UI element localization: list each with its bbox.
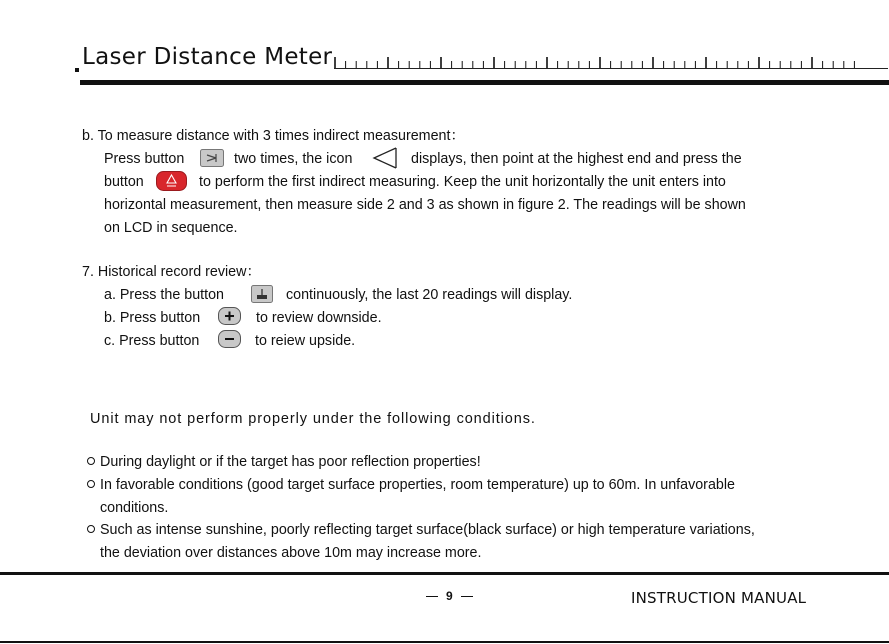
bullet-icon xyxy=(87,480,95,488)
minus-button-icon xyxy=(218,330,241,348)
section-7-a-post: continuously, the last 20 readings will display. xyxy=(286,287,573,303)
warning-heading: Unit may not perform properly under the following conditions. xyxy=(90,411,536,427)
section-b-line1-c: displays, then point at the highest end and press the xyxy=(411,151,742,167)
warning-bullet-2-line2: conditions. xyxy=(100,500,169,516)
page-number-block xyxy=(418,589,481,603)
section-7-b-post: to review downside. xyxy=(256,310,382,326)
warning-bullet-2-line1: In favorable conditions (good target surface properties, room temperature) up to 60m. In unfavorable xyxy=(100,477,735,493)
page-title: Laser Distance Meter xyxy=(82,44,333,70)
footer-rule xyxy=(0,572,889,575)
section-7-b-pre: b. Press button xyxy=(104,310,201,326)
header-thick-rule xyxy=(80,80,889,85)
page-number: 9 xyxy=(446,589,453,603)
section-7-c-post: to reiew upside. xyxy=(255,333,356,349)
warning-bullet-3-line1: Such as intense sunshine, poorly reflecting target surface(black surface) or high temperature variations, xyxy=(100,522,755,538)
header-thin-rule xyxy=(334,68,888,69)
dash-left xyxy=(426,596,438,597)
section-b-heading: b. To measure distance with 3 times indirect measurement： xyxy=(82,128,465,144)
warning-bullet-3-line2: the deviation over distances above 10m may increase more. xyxy=(100,545,482,561)
manual-label: INSTRUCTION MANUAL xyxy=(631,589,807,607)
section-7-a-pre: a. Press the button xyxy=(104,287,225,303)
footer-bottom-rule xyxy=(0,641,889,643)
function-button-icon xyxy=(200,149,224,167)
section-b-line2-a: button xyxy=(104,174,144,190)
title-marker xyxy=(75,68,79,72)
section-7-c-pre: c. Press button xyxy=(104,333,200,349)
bullet-icon xyxy=(87,525,95,533)
section-b-line3: horizontal measurement, then measure side 2 and 3 as shown in figure 2. The readings will be shown xyxy=(104,197,746,213)
bullet-icon xyxy=(87,457,95,465)
dash-right xyxy=(461,596,473,597)
indirect-triangle-icon xyxy=(372,146,398,170)
memory-button-icon xyxy=(251,285,273,303)
header-ruler xyxy=(334,54,864,68)
section-b-line2-b: to perform the first indirect measuring. Keep the unit horizontally the unit enters into xyxy=(199,174,726,190)
section-7-heading: 7. Historical record review： xyxy=(82,264,261,280)
warning-bullet-1: During daylight or if the target has poor reflection properties! xyxy=(100,454,481,470)
plus-button-icon xyxy=(218,307,241,325)
measure-button-icon xyxy=(156,171,187,191)
section-b-line4: on LCD in sequence. xyxy=(104,220,238,236)
section-b-line1-a: Press button xyxy=(104,151,185,167)
section-b-line1-b: two times, the icon xyxy=(234,151,353,167)
